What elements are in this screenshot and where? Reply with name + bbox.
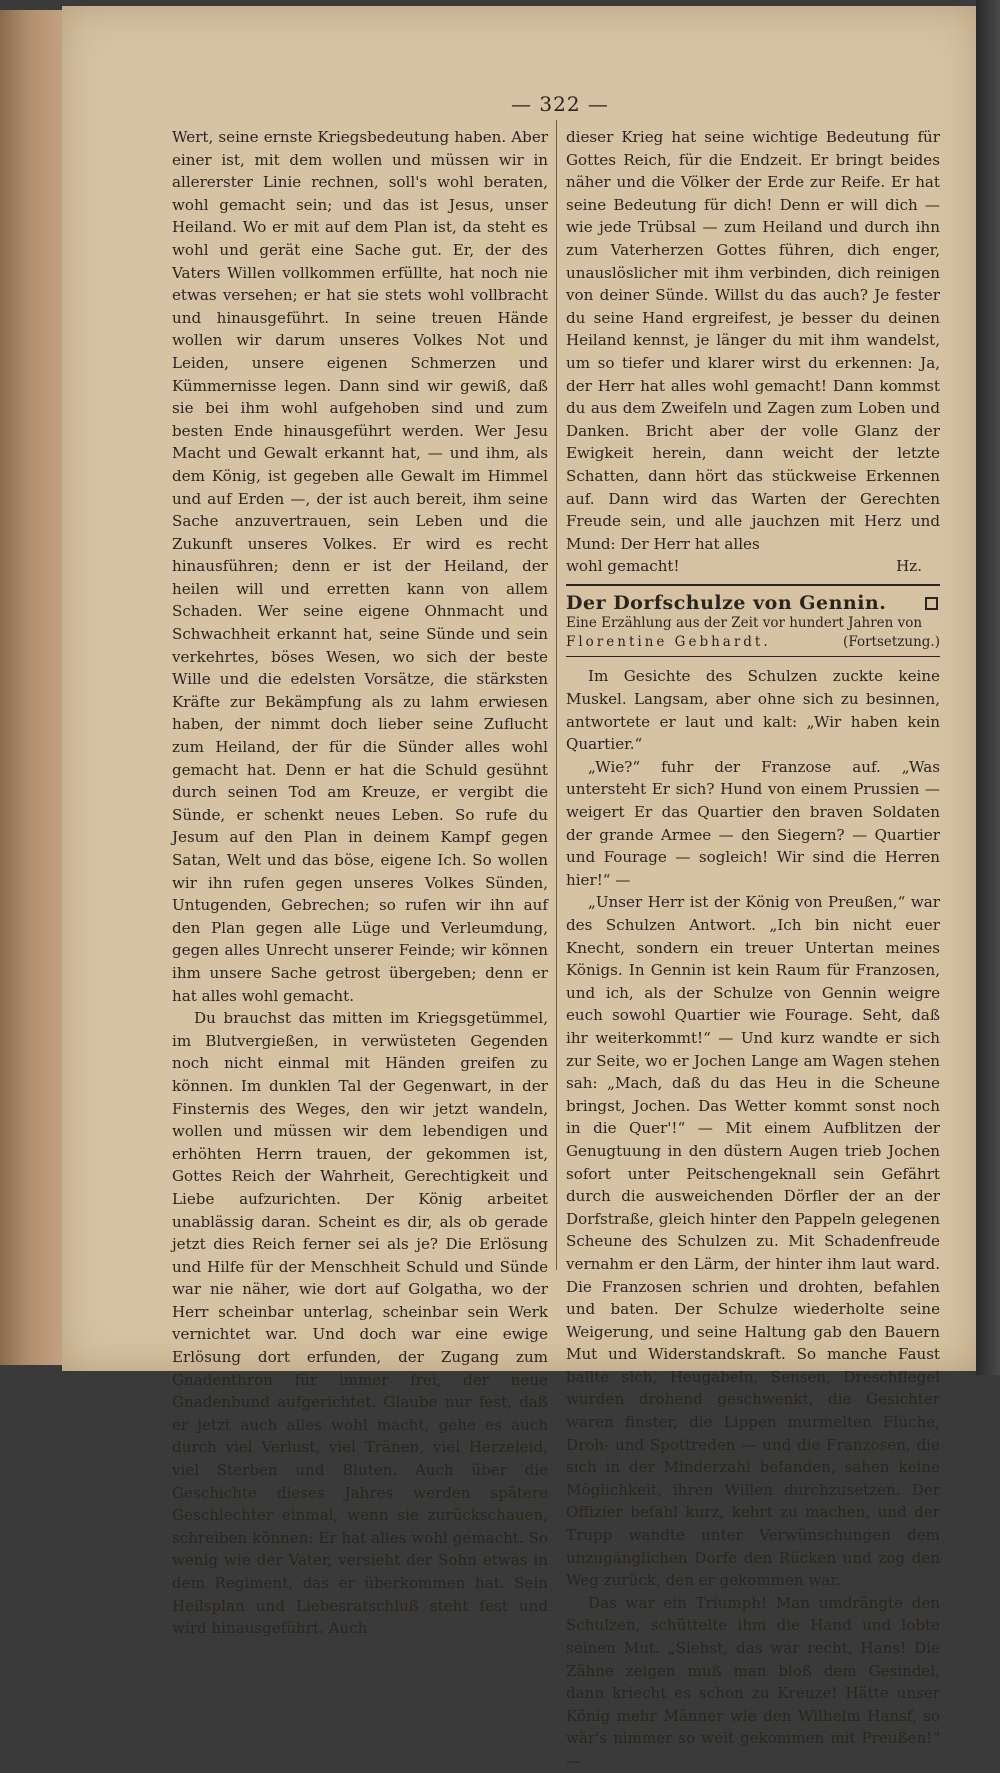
divider-rule (566, 656, 940, 657)
story-subtitle: Eine Erzählung aus der Zeit vor hundert Jahren von (566, 615, 923, 632)
right-column (566, 126, 940, 1773)
story-paragraph: Im Gesichte des Schulzen zuckte keine Muskel. Langsam, aber ohne sich zu besinnen, antwortete er laut und kalt: „Wir haben kein Quartier.“ (566, 667, 940, 754)
story-byline (566, 633, 940, 652)
divider-rule (566, 584, 940, 586)
signature-line (566, 555, 940, 578)
story-title: Der Dorfschulze von Gennin. (566, 591, 887, 614)
book-spine (976, 0, 1000, 1375)
paragraph: Wert, seine ernste Kriegsbedeutung haben. Aber einer ist, mit dem wollen und müssen wir in allererster Linie rechnen, soll's wohl beraten, wohl gemacht sein; und das ist Jesus, unser Heiland. Wo er mit auf dem Plan ist, da steht es wohl und gerät eine Sache gut. Er, der des Vaters Willen vollkommen erfüllte, hat noch nie etwas versehen; er hat sie stets wohl vollbracht und hinausgeführt. In seine treuen Hände wollen wir darum unseres Volkes Not und Leiden, unsere eigenen Schmerzen und Kümmernisse legen. Dann sind wir gewiß, daß sie bei ihm wohl aufgehoben sind und zum besten Ende hinausgeführt werden. Wer Jesu Macht und Gewalt erkannt hat, — und ihm, als dem König, ist gegeben alle Gewalt im Himmel und auf Erden —, der ist auch bereit, ihm seine Sache anzuvertrauen, sein Leben und die Zukunft unseres Volkes. Er wird es recht hinausführen; denn er ist der Heiland, der heilen will und erretten kann von allem Schaden. Wer seine eigene Ohnmacht und Schwachheit erkannt hat, seine Sünde und sein verkehrtes, böses Wesen, wo sich der beste Wille und die edelsten Vorsätze, die stärksten Kräfte zur Bekämpfung als zu lahm erwiesen haben, der nimmt doch lieber seine Zuflucht zum Heiland, der für die Sünder alles wohl gemacht hat. Denn er hat die Schuld gesühnt durch seinen Tod am Kreuze, er vergibt die Sünde, er schenkt neues Leben. So rufe du Jesum auf den Plan in deinem Kampf gegen Satan, Welt und das böse, eigene Ich. So wollen wir ihn rufen gegen unseres Volkes Sünden, Untugenden, Gebrechen; so rufen wir ihn auf den Plan gegen alle Lüge und Verleumdung, gegen alles Unrecht unserer Feinde; wir können ihm unsere Sache getrost übergeben; denn er hat alles wohl gemacht. (172, 128, 548, 1005)
square-ornament-icon (925, 597, 938, 610)
page-edge (0, 10, 71, 1365)
paragraph: Du brauchst das mitten im Kriegsgetümmel, im Blutvergießen, in verwüsteten Gegenden noch nicht einmal mit Händen greifen zu können. Im dunklen Tal der Gegenwart, in der Finsternis des Weges, den wir jetzt wandeln, wollen und müssen wir dem lebendigen und erhöhten Herrn trauen, der gekommen ist, Gottes Reich der Wahrheit, Gerechtigkeit und Liebe aufzurichten. Der König arbeitet unablässig daran. Scheint es dir, als ob gerade jetzt dies Reich ferner sei als je? Die Erlösung und Hilfe für der Menschheit Schuld und Sünde war nie näher, wie dort auf Golgatha, wo der Herr scheinbar unterlag, scheinbar sein Werk vernichtet war. Und doch war eine ewige Erlösung dort erfunden, der Zugang zum Gnadenthron für immer frei, der neue Gnadenbund aufgerichtet. Glaube nur fest, daß er jetzt auch alles wohl macht, gehe es auch durch viel Verlust, viel Tränen, viel Herzeleid, viel Sterben und Bluten. Auch über die Geschichte dieses Jahres werden spätere Geschlechter einmal, wenn sie zurückschauen, schreiben können: Er hat alles wohl gemacht. So wenig wie der Vater, versieht der Sohn etwas in dem Regiment, das er überkommen hat. Sein Heilsplan und Liebesratschluß steht fest und wird hinausgeführt. Auch (172, 1009, 548, 1638)
story-paragraph: „Unser Herr ist der König von Preußen,“ war des Schulzen Antwort. „Ich bin nicht euer Knecht, sondern ein treuer Untertan meines Königs. In Gennin ist kein Raum für Franzosen, und ich, als der Schulze von Gennin weigre euch sowohl Quartier wie Fourage. Seht, daß ihr weiterkommt!“ — Und kurz wandte er sich zur Seite, wo er Jochen Lange am Wagen stehen sah: „Mach, daß du das Heu in die Scheune bringst, Jochen. Das Wetter kommt sonst noch in die Quer'!“ — Mit einem Aufblitzen der Genugtuung in den düstern Augen trieb Jochen sofort unter Peitschengeknall sein Gefährt durch die ausweichenden Dörfler der an der Dorfstraße, gleich hinter den Pappeln gelegenen Scheune des Schulzen zu. Mit Schadenfreude vernahm er den Lärm, der hinter ihm laut ward. Die Franzosen schrien und drohten, befahlen und baten. Der Schulze wiederholte seine Weigerung, und seine Haltung gab den Bauern Mut und Widerstandskraft. So manche Faust ballte sich, Heugabeln, Sensen, Dreschflegel wurden drohend geschwenkt, die Gesichter waren finster, die Lippen murmelten Flüche, Droh- und Spottreden — und die Franzosen, die sich in der Minderzahl befanden, sahen keine Möglichkeit, ihren Willen durchzusetzen. Der Offizier befahl kurz, kehrt zu machen, und der Trupp wandte unter Verwünschungen dem unzugänglichen Dorfe den Rücken und zog den Weg zurück, den er gekommen war. (566, 893, 940, 1590)
left-column (172, 126, 548, 1640)
paragraph: dieser Krieg hat seine wichtige Bedeutung für Gottes Reich, für die Endzeit. Er bringt beides näher und die Völker der Erde zur Reife. Er hat seine Bedeutung für dich! Denn er will dich — wie jede Trübsal — zum Heiland und durch ihn zum Vaterherzen Gottes führen, dich enger, unauslöslicher mit ihm verbinden, dich reinigen von deiner Sünde. Willst du das auch? Je fester du seine Hand ergreifest, je besser du deinen Heiland kennst, je länger du mit ihm wandelst, um so tiefer und klarer wirst du erkennen: Ja, der Herr hat alles wohl gemacht! Dann kommst du aus dem Zweifeln und Zagen zum Loben und Danken. Bricht aber der volle Glanz der Ewigkeit herein, dann weicht der letzte Schatten, dann hört das stückweise Erkennen auf. Dann wird das Warten der Gerechten Freude sein, und alle jauchzen mit Herz und Mund: Der Herr hat alles (566, 128, 940, 553)
page-number: — 322 — (511, 92, 609, 116)
column-divider (556, 120, 557, 1270)
closing-text: wohl gemacht! (566, 557, 680, 576)
author-name: Florentine Gebhardt. (566, 634, 771, 651)
continuation-note: (Fortsetzung.) (843, 634, 940, 651)
signature: Hz. (896, 557, 922, 576)
story-header (566, 592, 940, 615)
story-paragraph: „Wie?“ fuhr der Franzose auf. „Was untersteht Er sich? Hund von einem Prussien — weigert Er das Quartier den braven Soldaten der grande Armee — den Siegern? — Quartier und Fourage — sogleich! Wir sind die Herren hier!“ — (566, 757, 940, 889)
story-paragraph: Das war ein Triumph! Man umdrängte den Schulzen, schüttelte ihm die Hand und lobte seinen Mut. „Siehst, das war recht, Hans! Die Zähne zeigen muß man bloß dem Gesindel, dann kriecht es schon zu Kreuze! Hätte unser König mehr Männer wie den Wilhelm Hansf, so wär's nimmer so weit gekommen mit Preußen!“ — (566, 1593, 940, 1770)
